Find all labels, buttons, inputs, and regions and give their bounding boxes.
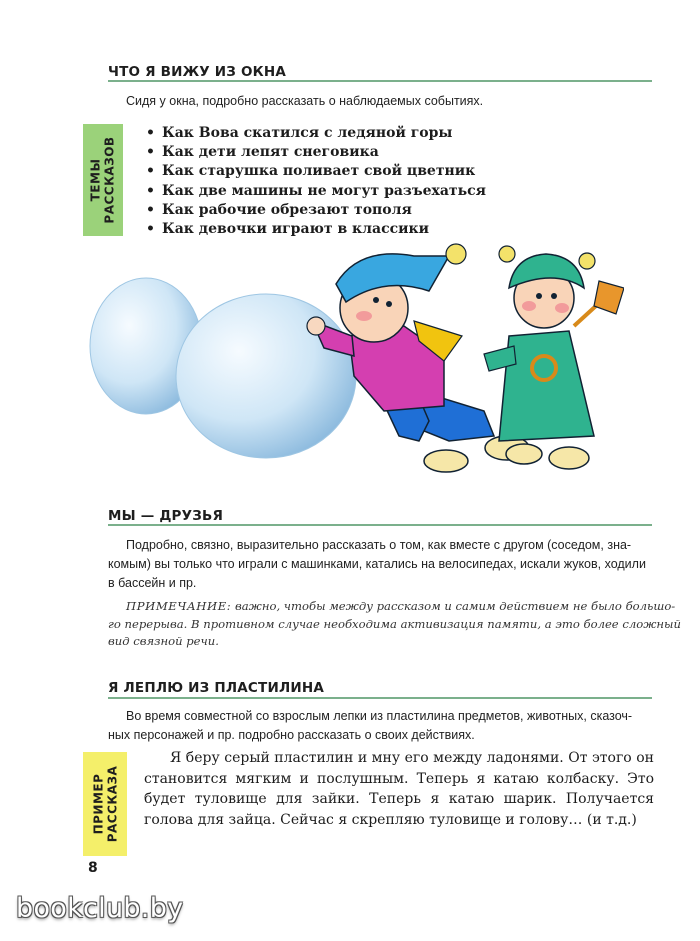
section-body-plasticine: Во время совместной со взрослым лепки из пластилина предметов, животных, сказоч- ных персонажей и пр. подробно рассказать о своих действиях.: [108, 709, 633, 742]
snowman-illustration: [84, 236, 624, 488]
girl-figure: [484, 246, 624, 469]
note-block: ПРИМЕЧАНИЕ: важно, чтобы между рассказом и самим действием не было большо- го перерыва. В противном случае необходима активизация памяти, а это более сложный вид связной речи.: [108, 599, 681, 648]
section-body-friends: Подробно, связно, выразительно рассказать о том, как вместе с другом (соседом, зна- комым) вы только что играли с машинками, катались на велосипедах, искали жуков, ходили в бассейн и пр.: [108, 538, 646, 590]
example-tab-line1: ПРИМЕР: [91, 773, 106, 835]
example-tab: [83, 752, 127, 856]
list-item: • Как девочки играют в классики: [146, 221, 430, 238]
topics-tab: [83, 124, 123, 236]
section-title-plasticine: Я ЛЕПЛЮ ИЗ ПЛАСТИЛИНА: [108, 680, 325, 696]
list-item: • Как старушка поливает свой цветник: [146, 163, 476, 180]
list-item: • Как Вова скатился с ледяной горы: [146, 125, 453, 141]
section-divider: [108, 697, 652, 699]
section-intro: Сидя у окна, подробно рассказать о наблюдаемых событиях.: [126, 94, 484, 108]
topics-tab-line1: ТЕМЫ: [89, 158, 104, 202]
example-story: Я беру серый пластилин и мну его между ладонями. От этого он становится мягким и послушным. Теперь я катаю колбаску. Это будет туловище для зайки. Теперь я катаю шарик. Получается голова для зайца. Сейчас я скрепляю туловище и голову… (и т.д.): [144, 750, 654, 828]
section-divider: [108, 80, 652, 82]
page-number: 8: [88, 860, 98, 876]
note-label: ПРИМЕЧАНИЕ:: [126, 599, 232, 613]
list-item: • Как две машины не могут разъехаться: [146, 182, 486, 199]
watermark: bookclub.by: [16, 893, 184, 924]
section-title-window: ЧТО Я ВИЖУ ИЗ ОКНА: [108, 64, 287, 80]
section-divider: [108, 524, 652, 526]
section-title-friends: МЫ — ДРУЗЬЯ: [108, 508, 224, 524]
example-tab-line2: РАССКАЗА: [105, 765, 120, 843]
list-item: • Как дети лепят снеговика: [146, 144, 379, 161]
list-item: • Как рабочие обрезают тополя: [146, 201, 412, 218]
large-snowball: [176, 294, 356, 458]
topics-tab-line2: РАССКАЗОВ: [103, 136, 118, 224]
topics-list: [146, 124, 486, 239]
